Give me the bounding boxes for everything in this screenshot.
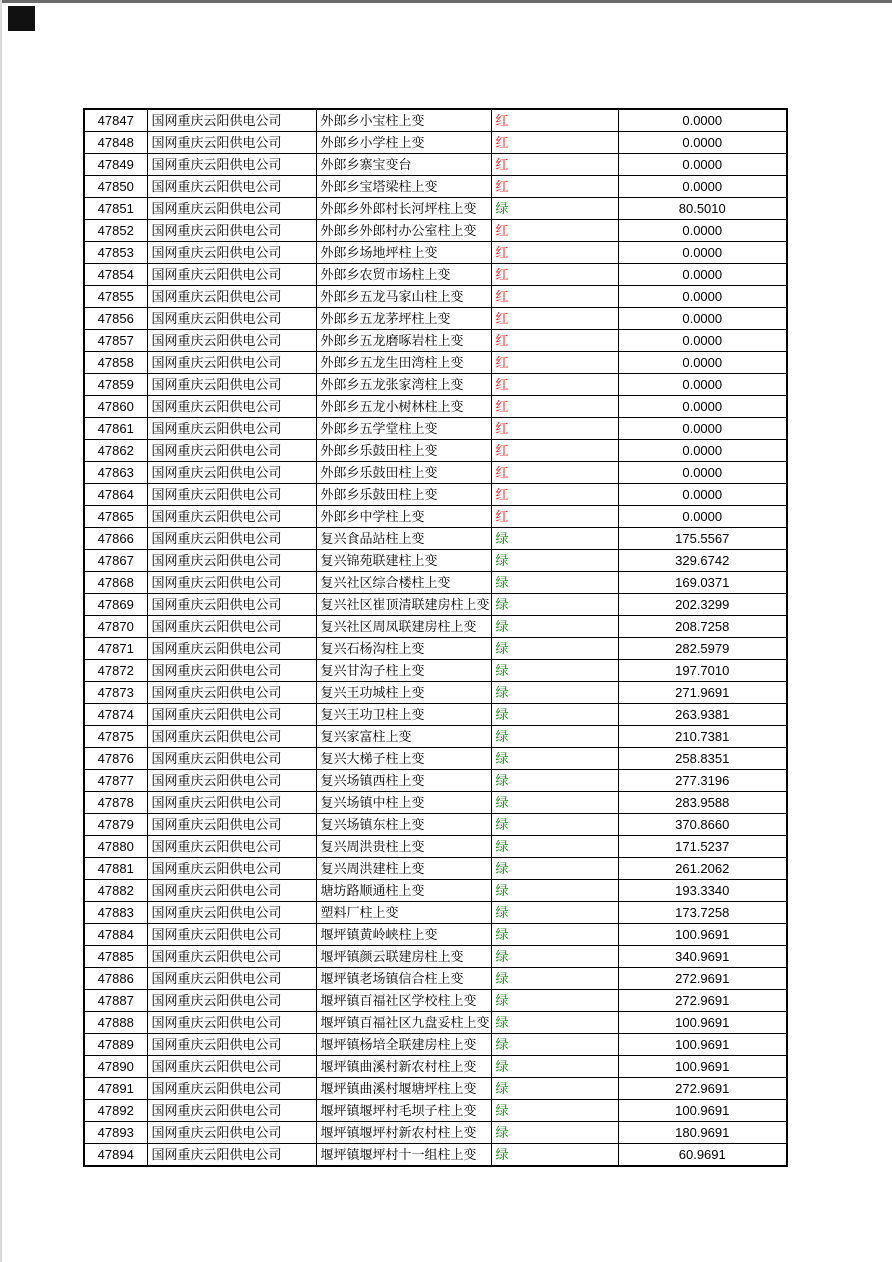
cell-station: 复兴场镇中柱上变 — [316, 792, 491, 814]
cell-id: 47878 — [84, 792, 147, 814]
cell-value: 0.0000 — [618, 462, 787, 484]
cell-status: 红 — [491, 352, 618, 374]
cell-station: 堰坪镇百福社区学校柱上变 — [316, 990, 491, 1012]
cell-company: 国网重庆云阳供电公司 — [147, 506, 316, 528]
cell-value: 0.0000 — [618, 132, 787, 154]
cell-value: 272.9691 — [618, 968, 787, 990]
cell-station: 复兴场镇西柱上变 — [316, 770, 491, 792]
cell-station: 复兴王功卫柱上变 — [316, 704, 491, 726]
cell-status: 绿 — [491, 550, 618, 572]
cell-status: 绿 — [491, 814, 618, 836]
cell-status: 绿 — [491, 968, 618, 990]
cell-station: 堰坪镇曲溪村新农村柱上变 — [316, 1056, 491, 1078]
cell-company: 国网重庆云阳供电公司 — [147, 902, 316, 924]
cell-company: 国网重庆云阳供电公司 — [147, 1012, 316, 1034]
cell-value: 258.8351 — [618, 748, 787, 770]
cell-company: 国网重庆云阳供电公司 — [147, 308, 316, 330]
cell-id: 47881 — [84, 858, 147, 880]
table-row — [84, 924, 787, 946]
cell-id: 47864 — [84, 484, 147, 506]
table-row — [84, 968, 787, 990]
table-row — [84, 374, 787, 396]
cell-company: 国网重庆云阳供电公司 — [147, 792, 316, 814]
cell-id: 47874 — [84, 704, 147, 726]
cell-company: 国网重庆云阳供电公司 — [147, 352, 316, 374]
cell-company: 国网重庆云阳供电公司 — [147, 132, 316, 154]
cell-value: 0.0000 — [618, 396, 787, 418]
table-row — [84, 814, 787, 836]
cell-value: 0.0000 — [618, 308, 787, 330]
cell-id: 47854 — [84, 264, 147, 286]
cell-id: 47848 — [84, 132, 147, 154]
table-body — [84, 109, 787, 1166]
cell-id: 47876 — [84, 748, 147, 770]
table-row — [84, 154, 787, 176]
cell-status: 红 — [491, 462, 618, 484]
cell-id: 47855 — [84, 286, 147, 308]
table-row — [84, 176, 787, 198]
cell-company: 国网重庆云阳供电公司 — [147, 1056, 316, 1078]
cell-company: 国网重庆云阳供电公司 — [147, 1122, 316, 1144]
cell-company: 国网重庆云阳供电公司 — [147, 924, 316, 946]
cell-value: 329.6742 — [618, 550, 787, 572]
table-row — [84, 726, 787, 748]
cell-station: 复兴王功城柱上变 — [316, 682, 491, 704]
cell-value: 173.7258 — [618, 902, 787, 924]
cell-status: 绿 — [491, 660, 618, 682]
cell-company: 国网重庆云阳供电公司 — [147, 396, 316, 418]
cell-id: 47891 — [84, 1078, 147, 1100]
table-row — [84, 1100, 787, 1122]
cell-id: 47859 — [84, 374, 147, 396]
table-row — [84, 946, 787, 968]
cell-station: 外郎乡乐鼓田柱上变 — [316, 484, 491, 506]
cell-value: 263.9381 — [618, 704, 787, 726]
scan-top-edge — [0, 0, 892, 3]
table-row — [84, 616, 787, 638]
cell-id: 47858 — [84, 352, 147, 374]
cell-company: 国网重庆云阳供电公司 — [147, 264, 316, 286]
cell-status: 红 — [491, 308, 618, 330]
cell-company: 国网重庆云阳供电公司 — [147, 109, 316, 132]
cell-value: 272.9691 — [618, 990, 787, 1012]
cell-station: 堰坪镇堰坪村毛坝子柱上变 — [316, 1100, 491, 1122]
cell-station: 外郎乡农贸市场柱上变 — [316, 264, 491, 286]
cell-value: 175.5567 — [618, 528, 787, 550]
cell-value: 80.5010 — [618, 198, 787, 220]
cell-id: 47882 — [84, 880, 147, 902]
cell-value: 0.0000 — [618, 109, 787, 132]
cell-status: 红 — [491, 176, 618, 198]
table-row — [84, 572, 787, 594]
cell-id: 47880 — [84, 836, 147, 858]
cell-id: 47867 — [84, 550, 147, 572]
cell-station: 外郎乡寨宝变台 — [316, 154, 491, 176]
cell-status: 绿 — [491, 946, 618, 968]
cell-company: 国网重庆云阳供电公司 — [147, 704, 316, 726]
cell-status: 红 — [491, 396, 618, 418]
table-row — [84, 836, 787, 858]
cell-id: 47883 — [84, 902, 147, 924]
table-row — [84, 1056, 787, 1078]
cell-company: 国网重庆云阳供电公司 — [147, 198, 316, 220]
cell-id: 47852 — [84, 220, 147, 242]
cell-status: 绿 — [491, 1100, 618, 1122]
cell-station: 外郎乡五龙茅坪柱上变 — [316, 308, 491, 330]
cell-station: 复兴食品站柱上变 — [316, 528, 491, 550]
cell-value: 169.0371 — [618, 572, 787, 594]
cell-station: 复兴社区崔顶清联建房柱上变 — [316, 594, 491, 616]
cell-status: 绿 — [491, 770, 618, 792]
table-row — [84, 748, 787, 770]
cell-value: 0.0000 — [618, 330, 787, 352]
cell-station: 外郎乡小宝柱上变 — [316, 109, 491, 132]
cell-id: 47871 — [84, 638, 147, 660]
cell-station: 堰坪镇黄岭峡柱上变 — [316, 924, 491, 946]
cell-value: 210.7381 — [618, 726, 787, 748]
table-row — [84, 308, 787, 330]
cell-company: 国网重庆云阳供电公司 — [147, 572, 316, 594]
table-row — [84, 330, 787, 352]
cell-id: 47856 — [84, 308, 147, 330]
scan-artifact-mark — [8, 6, 35, 31]
table-row — [84, 770, 787, 792]
table-row — [84, 220, 787, 242]
cell-id: 47850 — [84, 176, 147, 198]
cell-status: 绿 — [491, 1122, 618, 1144]
cell-status: 绿 — [491, 1012, 618, 1034]
cell-company: 国网重庆云阳供电公司 — [147, 154, 316, 176]
cell-status: 红 — [491, 264, 618, 286]
cell-value: 100.9691 — [618, 1100, 787, 1122]
cell-company: 国网重庆云阳供电公司 — [147, 880, 316, 902]
table-row — [84, 352, 787, 374]
cell-status: 红 — [491, 286, 618, 308]
cell-station: 塑料厂柱上变 — [316, 902, 491, 924]
cell-id: 47851 — [84, 198, 147, 220]
cell-station: 外郎乡乐鼓田柱上变 — [316, 440, 491, 462]
cell-status: 红 — [491, 154, 618, 176]
cell-company: 国网重庆云阳供电公司 — [147, 550, 316, 572]
cell-company: 国网重庆云阳供电公司 — [147, 330, 316, 352]
table-row — [84, 1012, 787, 1034]
cell-value: 180.9691 — [618, 1122, 787, 1144]
scan-left-edge — [0, 0, 2, 1262]
cell-station: 堰坪镇老场镇信合柱上变 — [316, 968, 491, 990]
cell-company: 国网重庆云阳供电公司 — [147, 484, 316, 506]
table-row — [84, 858, 787, 880]
cell-status: 绿 — [491, 704, 618, 726]
cell-value: 0.0000 — [618, 154, 787, 176]
cell-status: 红 — [491, 440, 618, 462]
cell-status: 绿 — [491, 924, 618, 946]
cell-id: 47870 — [84, 616, 147, 638]
cell-id: 47866 — [84, 528, 147, 550]
cell-value: 0.0000 — [618, 374, 787, 396]
cell-company: 国网重庆云阳供电公司 — [147, 1078, 316, 1100]
cell-id: 47893 — [84, 1122, 147, 1144]
table-row — [84, 286, 787, 308]
cell-id: 47892 — [84, 1100, 147, 1122]
cell-company: 国网重庆云阳供电公司 — [147, 968, 316, 990]
cell-status: 红 — [491, 506, 618, 528]
cell-company: 国网重庆云阳供电公司 — [147, 726, 316, 748]
cell-status: 绿 — [491, 1034, 618, 1056]
cell-company: 国网重庆云阳供电公司 — [147, 814, 316, 836]
cell-value: 0.0000 — [618, 352, 787, 374]
cell-status: 红 — [491, 220, 618, 242]
table-row — [84, 242, 787, 264]
cell-status: 绿 — [491, 990, 618, 1012]
cell-id: 47865 — [84, 506, 147, 528]
cell-station: 外郎乡五龙磨啄岩柱上变 — [316, 330, 491, 352]
cell-id: 47861 — [84, 418, 147, 440]
table-row — [84, 396, 787, 418]
cell-value: 0.0000 — [618, 286, 787, 308]
cell-station: 外郎乡五龙张家湾柱上变 — [316, 374, 491, 396]
cell-status: 绿 — [491, 616, 618, 638]
cell-status: 红 — [491, 242, 618, 264]
table-row — [84, 1122, 787, 1144]
table-row — [84, 109, 787, 132]
cell-station: 堰坪镇百福社区九盘妥柱上变 — [316, 1012, 491, 1034]
cell-id: 47860 — [84, 396, 147, 418]
cell-status: 红 — [491, 418, 618, 440]
cell-company: 国网重庆云阳供电公司 — [147, 528, 316, 550]
cell-value: 100.9691 — [618, 1034, 787, 1056]
cell-company: 国网重庆云阳供电公司 — [147, 858, 316, 880]
cell-id: 47872 — [84, 660, 147, 682]
table-row — [84, 792, 787, 814]
cell-value: 0.0000 — [618, 440, 787, 462]
cell-status: 绿 — [491, 1078, 618, 1100]
cell-station: 堰坪镇堰坪村十一组柱上变 — [316, 1144, 491, 1167]
cell-id: 47879 — [84, 814, 147, 836]
cell-company: 国网重庆云阳供电公司 — [147, 660, 316, 682]
table-row — [84, 440, 787, 462]
table-row — [84, 1034, 787, 1056]
cell-id: 47877 — [84, 770, 147, 792]
cell-status: 红 — [491, 330, 618, 352]
cell-id: 47863 — [84, 462, 147, 484]
cell-company: 国网重庆云阳供电公司 — [147, 682, 316, 704]
cell-station: 复兴大梯子柱上变 — [316, 748, 491, 770]
cell-value: 283.9588 — [618, 792, 787, 814]
cell-status: 绿 — [491, 858, 618, 880]
table-row — [84, 484, 787, 506]
cell-station: 外郎乡宝塔梁柱上变 — [316, 176, 491, 198]
table-row — [84, 418, 787, 440]
cell-company: 国网重庆云阳供电公司 — [147, 1144, 316, 1167]
cell-station: 复兴社区周凤联建房柱上变 — [316, 616, 491, 638]
cell-status: 绿 — [491, 1056, 618, 1078]
table-row — [84, 528, 787, 550]
cell-value: 0.0000 — [618, 484, 787, 506]
cell-id: 47857 — [84, 330, 147, 352]
cell-station: 外郎乡外郎村办公室柱上变 — [316, 220, 491, 242]
cell-company: 国网重庆云阳供电公司 — [147, 220, 316, 242]
cell-value: 100.9691 — [618, 1056, 787, 1078]
cell-id: 47862 — [84, 440, 147, 462]
cell-id: 47869 — [84, 594, 147, 616]
table-row — [84, 704, 787, 726]
cell-id: 47873 — [84, 682, 147, 704]
cell-id: 47890 — [84, 1056, 147, 1078]
cell-company: 国网重庆云阳供电公司 — [147, 616, 316, 638]
cell-company: 国网重庆云阳供电公司 — [147, 594, 316, 616]
cell-station: 堰坪镇堰坪村新农村柱上变 — [316, 1122, 491, 1144]
cell-station: 外郎乡五学堂柱上变 — [316, 418, 491, 440]
cell-value: 0.0000 — [618, 264, 787, 286]
table-row — [84, 264, 787, 286]
cell-id: 47868 — [84, 572, 147, 594]
table-row — [84, 506, 787, 528]
table-row — [84, 660, 787, 682]
table-row — [84, 132, 787, 154]
cell-status: 绿 — [491, 528, 618, 550]
cell-station: 外郎乡小学柱上变 — [316, 132, 491, 154]
cell-id: 47847 — [84, 109, 147, 132]
cell-company: 国网重庆云阳供电公司 — [147, 462, 316, 484]
cell-company: 国网重庆云阳供电公司 — [147, 242, 316, 264]
table-row — [84, 880, 787, 902]
cell-status: 绿 — [491, 1144, 618, 1167]
table-row — [84, 594, 787, 616]
cell-value: 0.0000 — [618, 176, 787, 198]
cell-station: 复兴社区综合楼柱上变 — [316, 572, 491, 594]
cell-company: 国网重庆云阳供电公司 — [147, 638, 316, 660]
cell-id: 47875 — [84, 726, 147, 748]
cell-company: 国网重庆云阳供电公司 — [147, 176, 316, 198]
cell-value: 100.9691 — [618, 924, 787, 946]
cell-station: 堰坪镇杨培全联建房柱上变 — [316, 1034, 491, 1056]
cell-status: 绿 — [491, 594, 618, 616]
cell-company: 国网重庆云阳供电公司 — [147, 836, 316, 858]
cell-station: 外郎乡五龙马家山柱上变 — [316, 286, 491, 308]
cell-station: 复兴甘沟子柱上变 — [316, 660, 491, 682]
cell-company: 国网重庆云阳供电公司 — [147, 440, 316, 462]
cell-station: 复兴周洪建柱上变 — [316, 858, 491, 880]
cell-station: 外郎乡外郎村长河坪柱上变 — [316, 198, 491, 220]
cell-value: 370.8660 — [618, 814, 787, 836]
table-row — [84, 198, 787, 220]
cell-status: 红 — [491, 132, 618, 154]
cell-value: 0.0000 — [618, 418, 787, 440]
cell-value: 272.9691 — [618, 1078, 787, 1100]
power-station-table — [83, 108, 788, 1167]
cell-company: 国网重庆云阳供电公司 — [147, 1100, 316, 1122]
cell-value: 208.7258 — [618, 616, 787, 638]
cell-company: 国网重庆云阳供电公司 — [147, 1034, 316, 1056]
cell-status: 绿 — [491, 638, 618, 660]
cell-station: 外郎乡五龙生田湾柱上变 — [316, 352, 491, 374]
cell-station: 复兴石杨沟柱上变 — [316, 638, 491, 660]
cell-station: 堰坪镇曲溪村堰塘坪柱上变 — [316, 1078, 491, 1100]
cell-station: 复兴周洪贵柱上变 — [316, 836, 491, 858]
cell-status: 红 — [491, 374, 618, 396]
cell-value: 193.3340 — [618, 880, 787, 902]
cell-status: 绿 — [491, 836, 618, 858]
cell-company: 国网重庆云阳供电公司 — [147, 770, 316, 792]
table-row — [84, 1144, 787, 1167]
cell-status: 绿 — [491, 726, 618, 748]
table-row — [84, 638, 787, 660]
cell-id: 47849 — [84, 154, 147, 176]
table-row — [84, 990, 787, 1012]
cell-id: 47884 — [84, 924, 147, 946]
cell-id: 47888 — [84, 1012, 147, 1034]
cell-id: 47889 — [84, 1034, 147, 1056]
cell-status: 绿 — [491, 198, 618, 220]
cell-value: 202.3299 — [618, 594, 787, 616]
cell-station: 外郎乡五龙小树林柱上变 — [316, 396, 491, 418]
cell-status: 绿 — [491, 792, 618, 814]
cell-status: 红 — [491, 109, 618, 132]
cell-value: 171.5237 — [618, 836, 787, 858]
cell-value: 282.5979 — [618, 638, 787, 660]
cell-station: 外郎乡中学柱上变 — [316, 506, 491, 528]
cell-value: 261.2062 — [618, 858, 787, 880]
cell-id: 47885 — [84, 946, 147, 968]
cell-status: 绿 — [491, 748, 618, 770]
cell-id: 47887 — [84, 990, 147, 1012]
cell-value: 100.9691 — [618, 1012, 787, 1034]
cell-value: 277.3196 — [618, 770, 787, 792]
table-row — [84, 550, 787, 572]
cell-company: 国网重庆云阳供电公司 — [147, 286, 316, 308]
cell-value: 60.9691 — [618, 1144, 787, 1167]
cell-company: 国网重庆云阳供电公司 — [147, 748, 316, 770]
cell-status: 绿 — [491, 682, 618, 704]
table-row — [84, 462, 787, 484]
cell-id: 47853 — [84, 242, 147, 264]
cell-status: 红 — [491, 484, 618, 506]
cell-company: 国网重庆云阳供电公司 — [147, 946, 316, 968]
cell-value: 271.9691 — [618, 682, 787, 704]
cell-value: 197.7010 — [618, 660, 787, 682]
cell-value: 340.9691 — [618, 946, 787, 968]
cell-value: 0.0000 — [618, 242, 787, 264]
cell-company: 国网重庆云阳供电公司 — [147, 374, 316, 396]
table-row — [84, 902, 787, 924]
cell-value: 0.0000 — [618, 506, 787, 528]
cell-station: 复兴家富柱上变 — [316, 726, 491, 748]
cell-station: 复兴锦苑联建柱上变 — [316, 550, 491, 572]
cell-status: 绿 — [491, 572, 618, 594]
cell-company: 国网重庆云阳供电公司 — [147, 990, 316, 1012]
cell-status: 绿 — [491, 902, 618, 924]
cell-value: 0.0000 — [618, 220, 787, 242]
cell-station: 堰坪镇颜云联建房柱上变 — [316, 946, 491, 968]
cell-station: 外郎乡场地坪柱上变 — [316, 242, 491, 264]
cell-station: 塘坊路顺通柱上变 — [316, 880, 491, 902]
cell-status: 绿 — [491, 880, 618, 902]
table-row — [84, 1078, 787, 1100]
cell-id: 47886 — [84, 968, 147, 990]
table-row — [84, 682, 787, 704]
cell-station: 复兴场镇东柱上变 — [316, 814, 491, 836]
cell-company: 国网重庆云阳供电公司 — [147, 418, 316, 440]
cell-station: 外郎乡乐鼓田柱上变 — [316, 462, 491, 484]
cell-id: 47894 — [84, 1144, 147, 1167]
